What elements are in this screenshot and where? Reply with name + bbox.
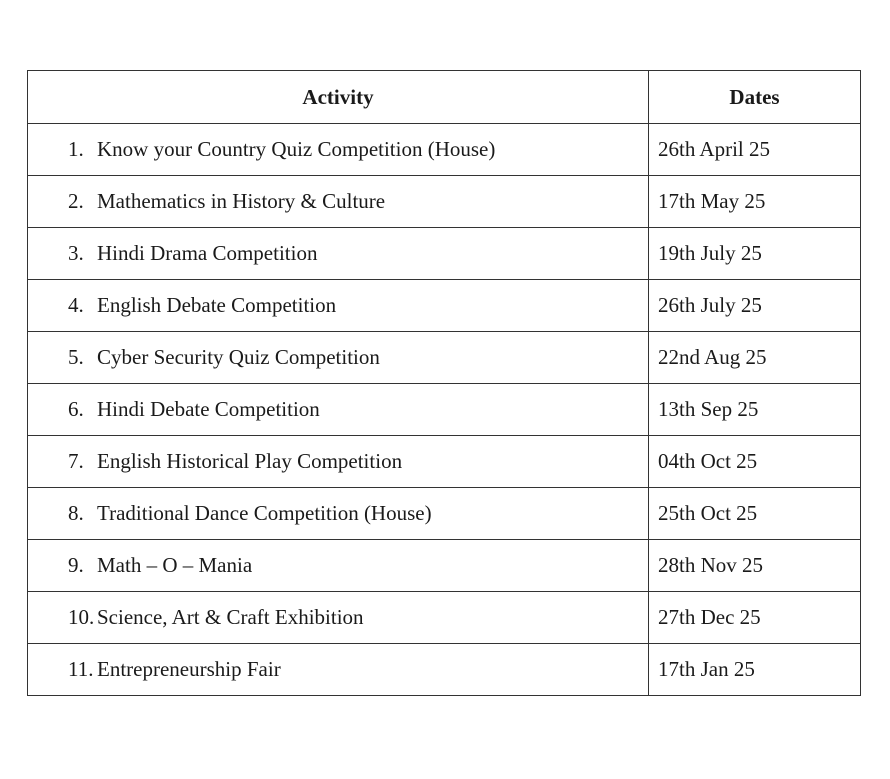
activity-cell bbox=[28, 332, 649, 384]
item-number: 10. bbox=[68, 605, 95, 629]
table-row bbox=[28, 228, 861, 280]
activity-name: Cyber Security Quiz Competition bbox=[97, 345, 380, 369]
dates-column-header: Dates bbox=[649, 71, 861, 124]
item-number: 3. bbox=[68, 241, 84, 265]
activity-name: Hindi Debate Competition bbox=[97, 397, 320, 421]
activity-name: Science, Art & Craft Exhibition bbox=[97, 605, 364, 629]
activity-cell bbox=[28, 488, 649, 540]
date-cell: 17th Jan 25 bbox=[649, 644, 861, 696]
activity-cell bbox=[28, 644, 649, 696]
item-number: 5. bbox=[68, 345, 84, 369]
date-cell: 25th Oct 25 bbox=[649, 488, 861, 540]
item-number: 9. bbox=[68, 553, 84, 577]
table-row bbox=[28, 592, 861, 644]
activity-column-header: Activity bbox=[28, 71, 649, 124]
date-cell: 27th Dec 25 bbox=[649, 592, 861, 644]
activity-name: Hindi Drama Competition bbox=[97, 241, 318, 265]
activity-name: Know your Country Quiz Competition (House) bbox=[97, 137, 496, 161]
item-number: 4. bbox=[68, 293, 84, 317]
table-row bbox=[28, 124, 861, 176]
item-number: 2. bbox=[68, 189, 84, 213]
table-header-row bbox=[28, 71, 861, 124]
table-row bbox=[28, 176, 861, 228]
activity-cell bbox=[28, 384, 649, 436]
activity-cell bbox=[28, 540, 649, 592]
date-cell: 26th July 25 bbox=[649, 280, 861, 332]
activity-cell bbox=[28, 176, 649, 228]
table-row bbox=[28, 488, 861, 540]
activity-cell bbox=[28, 436, 649, 488]
date-cell: 28th Nov 25 bbox=[649, 540, 861, 592]
date-cell: 17th May 25 bbox=[649, 176, 861, 228]
table-row bbox=[28, 644, 861, 696]
item-number: 7. bbox=[68, 449, 84, 473]
table-row bbox=[28, 384, 861, 436]
table-row bbox=[28, 332, 861, 384]
date-cell: 13th Sep 25 bbox=[649, 384, 861, 436]
date-cell: 19th July 25 bbox=[649, 228, 861, 280]
item-number: 11. bbox=[68, 657, 94, 681]
activity-schedule-table bbox=[27, 70, 861, 696]
date-cell: 04th Oct 25 bbox=[649, 436, 861, 488]
item-number: 1. bbox=[68, 137, 84, 161]
table-row bbox=[28, 280, 861, 332]
activity-cell bbox=[28, 280, 649, 332]
activity-cell bbox=[28, 228, 649, 280]
activity-name: Math – O – Mania bbox=[97, 553, 253, 577]
table-row bbox=[28, 436, 861, 488]
table-row bbox=[28, 540, 861, 592]
activity-cell bbox=[28, 592, 649, 644]
item-number: 6. bbox=[68, 397, 84, 421]
activity-name: Entrepreneurship Fair bbox=[97, 657, 281, 681]
activity-cell bbox=[28, 124, 649, 176]
date-cell: 26th April 25 bbox=[649, 124, 861, 176]
date-cell: 22nd Aug 25 bbox=[649, 332, 861, 384]
activity-name: English Debate Competition bbox=[97, 293, 337, 317]
item-number: 8. bbox=[68, 501, 84, 525]
activity-name: Mathematics in History & Culture bbox=[97, 189, 386, 213]
activity-name: Traditional Dance Competition (House) bbox=[97, 501, 432, 525]
activity-name: English Historical Play Competition bbox=[97, 449, 403, 473]
